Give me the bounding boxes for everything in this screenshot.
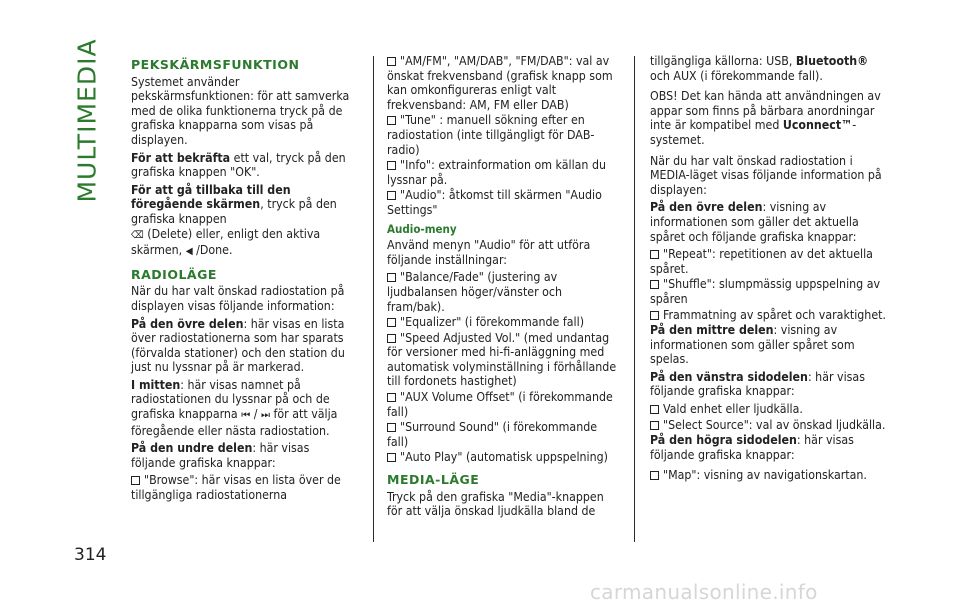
bullet-icon <box>387 161 396 170</box>
back-arrow-icon: ◀ <box>185 246 193 258</box>
list-item: "Info": extrainformation om källan du lyssnar på. <box>387 158 606 187</box>
paragraph: På den högra sidodelen: här visas följande grafiska knappar: <box>650 433 854 462</box>
column-divider <box>634 56 635 542</box>
paragraph: På den vänstra sidodelen: här visas följande grafiska knappar: <box>650 369 865 399</box>
list-item: "Browse": här visas en lista över de tillgängliga radiostationerna <box>131 473 341 503</box>
column-1 <box>131 56 353 504</box>
paragraph: Använd menyn "Audio" för att utföra följande inställningar: <box>387 238 591 267</box>
bullet-icon <box>387 453 396 462</box>
paragraph: Tryck på den grafiska "Media"-knappen för att välja önskad ljudkälla bland de <box>387 489 604 519</box>
previous-track-icon: ⏮ <box>241 410 251 422</box>
paragraph: För att bekräfta ett val, tryck på den grafiska knappen "OK". <box>131 150 346 180</box>
column-3 <box>650 54 886 484</box>
bullet-icon <box>650 405 659 414</box>
bullet-icon <box>387 318 396 327</box>
list-item: "Audio": åtkomst till skärmen "Audio Settings" <box>387 188 602 217</box>
list-item: Vald enhet eller ljudkälla. <box>650 402 886 417</box>
list-item: "Surround Sound" (i förekommande fall) <box>387 420 598 449</box>
bullet-icon <box>650 250 659 259</box>
bullet-icon <box>387 116 396 125</box>
paragraph: På den övre delen: här visas en lista över radiostationerna som har sparats (förvalda stationer) och den station du just nu lyssnar på är markerad. <box>131 316 345 375</box>
list-item: "AUX Volume Offset" (i förekommande fall) <box>387 390 613 419</box>
bullet-icon <box>650 421 659 430</box>
list-item: "Shuffle": slumpmässig uppspelning av spåren <box>650 277 881 306</box>
paragraph: När du har valt önskad radiostation på displayen visas följande information: <box>131 284 345 313</box>
heading-media-mode: MEDIA-LÄGE <box>387 472 480 488</box>
bullet-icon <box>131 476 140 485</box>
paragraph: OBS! Det kan hända att användningen av appar som finns på bärbara anordningar inte är kompatibel med Uconnect™-systemet. <box>650 89 881 147</box>
list-item: "Select Source": val av önskad ljudkälla. <box>650 418 886 433</box>
section-tab <box>70 37 104 203</box>
list-item: Frammatning av spåret och varaktighet. <box>650 308 886 323</box>
heading-touchscreen: PEKSKÄRMSFUNKTION <box>131 57 300 72</box>
bullet-icon <box>387 273 396 282</box>
bullet-icon <box>387 423 396 432</box>
list-item: "Speed Adjusted Vol." (med undantag för versioner med hi-fi-anläggning med automatisk volyminställning i förhållande till fordonets hastighet) <box>387 330 617 389</box>
paragraph: På den undre delen: här visas följande grafiska knappar: <box>131 441 310 470</box>
column-divider <box>373 56 374 542</box>
list-item: "Equalizer" (i förekommande fall) <box>387 315 617 330</box>
paragraph: tillgängliga källorna: USB, Bluetooth® och AUX (i förekommande fall). <box>650 54 869 83</box>
section-title: MULTIMEDIA <box>72 37 102 203</box>
paragraph: På den övre delen: visning av informationen som gäller det aktuella spåret och följande grafiska knappar: <box>650 200 859 244</box>
list-item: "Auto Play" (automatisk uppspelning) <box>387 450 617 465</box>
heading-radio-mode: RADIOLÄGE <box>131 266 217 282</box>
paragraph: För att gå tillbaka till den föregående skärmen, tryck på den grafiska knappen ⌫ (Delete) eller, enligt den aktiva skärmen, ◀ /Done. <box>131 183 353 260</box>
paragraph: På den mittre delen: visning av informationen som gäller spåret som spelas. <box>650 323 855 367</box>
bullet-icon <box>650 280 659 289</box>
bullet-icon <box>387 393 396 402</box>
bullet-icon <box>650 311 659 320</box>
subheading-audio-menu: Audio-meny <box>387 221 457 236</box>
list-item: "Balance/Fade" (justering av ljudbalansen höger/vänster och fram/bak). <box>387 270 563 314</box>
column-2 <box>387 54 617 522</box>
bullet-icon <box>387 334 396 343</box>
bullet-icon <box>387 191 396 200</box>
bullet-icon <box>387 57 396 66</box>
paragraph: I mitten: här visas namnet på radiostationen du lyssnar på och de grafiska knapparna ⏮ / ⏭ för att välja föregående eller nästa radiostation. <box>131 377 338 438</box>
delete-icon: ⌫ <box>131 229 144 241</box>
list-item: "AM/FM", "AM/DAB", "FM/DAB": val av önskat frekvensband (grafisk knapp som kan omkonfigureras enligt valt frekvensband: AM, FM eller DAB) <box>387 54 613 112</box>
next-track-icon: ⏭ <box>261 410 270 422</box>
watermark: carmanualsonline.info <box>590 580 818 604</box>
list-item: "Tune" : manuell sökning efter en radiostation (inte tillgängligt för DAB-radio) <box>387 113 595 157</box>
list-item: "Map": visning av navigationskartan. <box>650 468 886 483</box>
page-number: 314 <box>74 545 107 565</box>
bullet-icon <box>650 471 659 480</box>
paragraph: När du har valt önskad radiostation i MEDIA-läget visas följande information på displayen: <box>650 153 882 197</box>
paragraph: Systemet använder pekskärmsfunktionen: för att samverka med de olika funktionerna tryck på de grafiska knapparna som visas på displayen. <box>131 74 350 147</box>
list-item: "Repeat": repetitionen av det aktuella spåret. <box>650 247 873 276</box>
